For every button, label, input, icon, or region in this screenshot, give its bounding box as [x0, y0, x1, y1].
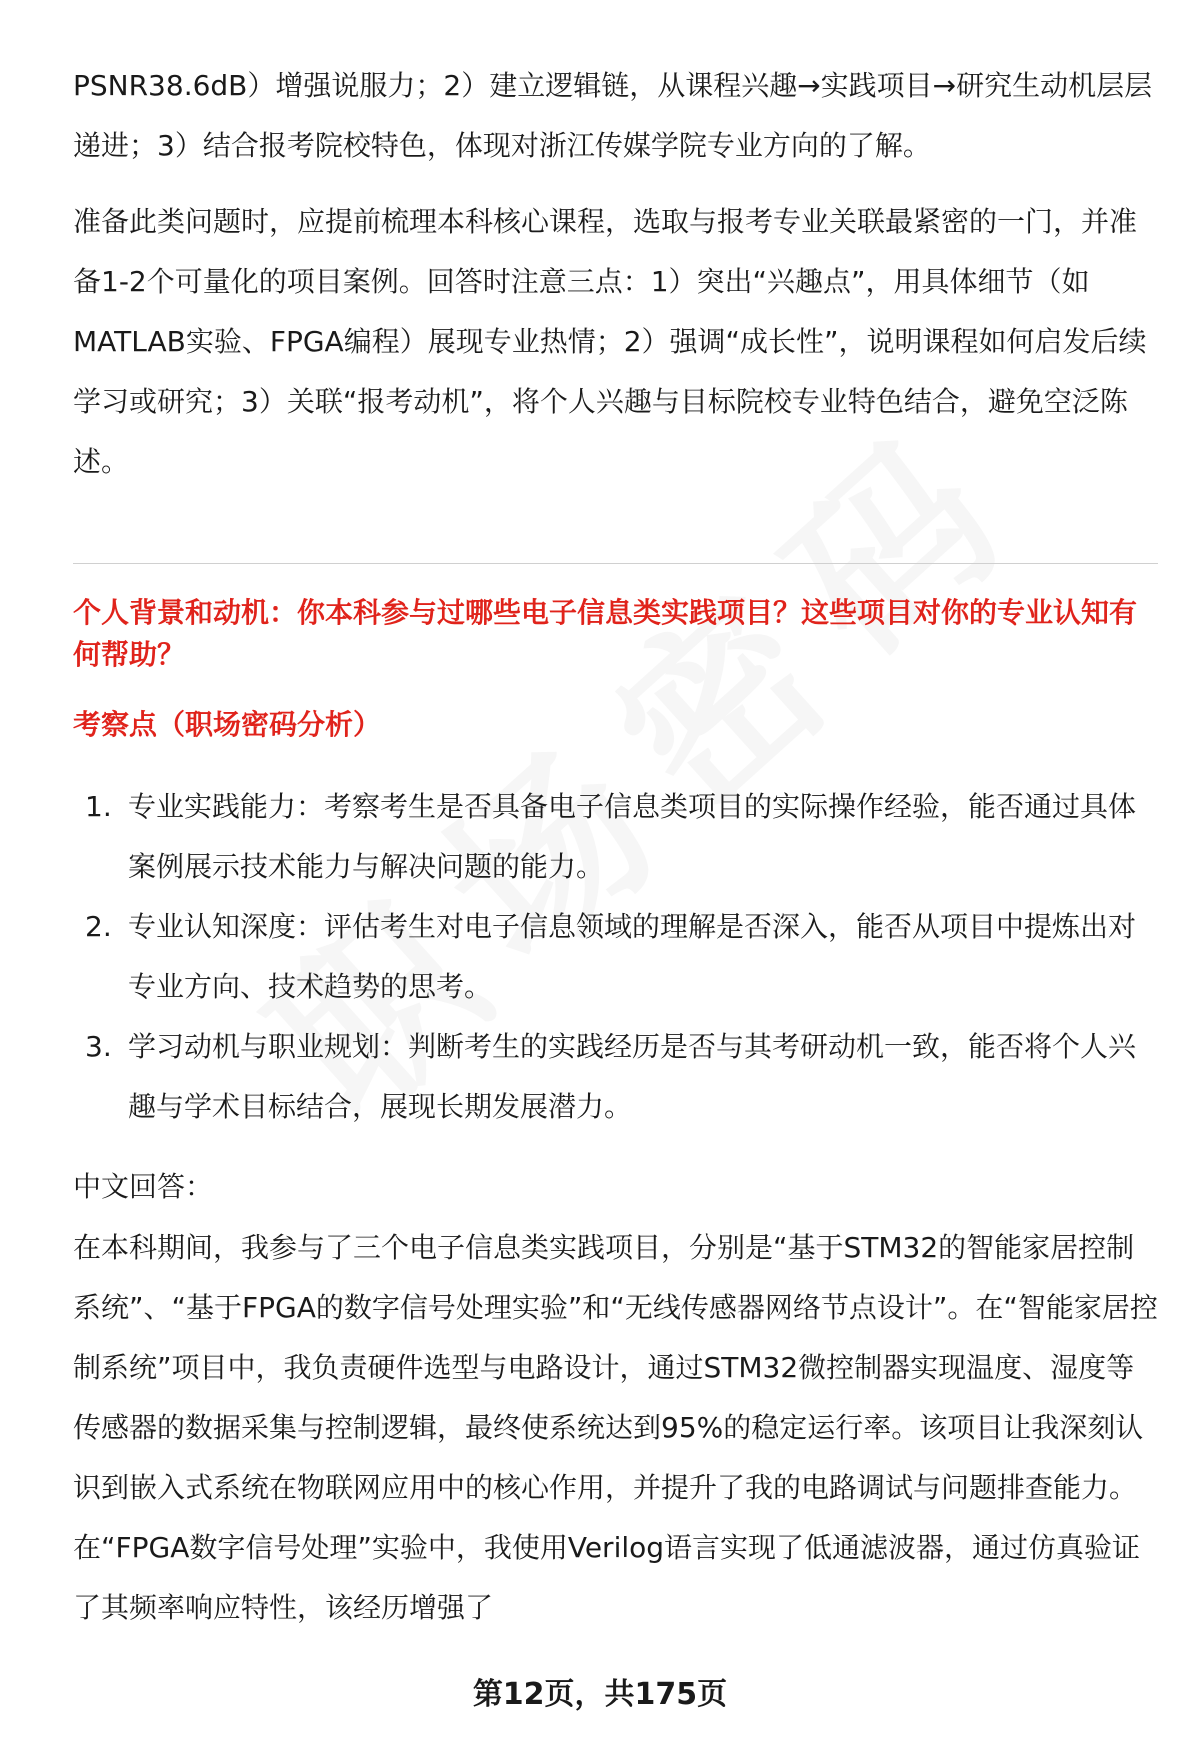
list-item [73, 897, 1158, 1017]
intro-tail-paragraph: PSNR38.6dB）增强说服力；2）建立逻辑链，从课程兴趣→实践项目→研究生动机层层递进；3）结合报考院校特色，体现对浙江传媒学院专业方向的了解。 [73, 69, 1153, 162]
analysis-points-list [73, 777, 1158, 1137]
list-item [73, 1017, 1158, 1137]
section-divider [73, 563, 1158, 564]
list-item-text: 专业认知深度：评估考生对电子信息领域的理解是否深入，能否从项目中提炼出对专业方向、技术趋势的思考。 [128, 910, 1137, 1003]
list-item-text: 学习动机与职业规划：判断考生的实践经历是否与其考研动机一致，能否将个人兴趣与学术目标结合，展现长期发展潜力。 [128, 1030, 1137, 1123]
analysis-section-title: 考察点（职场密码分析） [73, 708, 382, 741]
list-item-number: 2. [85, 910, 112, 943]
page-footer: 第12页，共175页 [472, 1677, 728, 1712]
question-heading: 个人背景和动机：你本科参与过哪些电子信息类实践项目？这些项目对你的专业认知有何帮助？ [73, 596, 1138, 671]
list-item-number: 1. [85, 790, 112, 823]
list-item-number: 3. [85, 1030, 112, 1063]
answer-paragraph: 在本科期间，我参与了三个电子信息类实践项目，分别是“基于STM32的智能家居控制系统”、“基于FPGA的数字信号处理实验”和“无线传感器网络节点设计”。在“智能家居控制系统”项目中，我负责硬件选型与电路设计，通过STM32微控制器实现温度、湿度等传感器的数据采集与控制逻辑，最终使系统达到95%的稳定运行率。该项目让我深刻认识到嵌入式系统在物联网应用中的核心作用，并提升了我的电路调试与问题排查能力。在“FPGA数字信号处理”实验中，我使用Verilog语言实现了低通滤波器，通过仿真验证了其频率响应特性，该经历增强了 [73, 1231, 1158, 1624]
list-item [73, 777, 1158, 897]
answer-label: 中文回答： [73, 1170, 214, 1203]
prep-advice-paragraph: 准备此类问题时，应提前梳理本科核心课程，选取与报考专业关联最紧密的一门，并准备1-2个可量化的项目案例。回答时注意三点：1）突出“兴趣点”，用具体细节（如MATLAB实验、FPGA编程）展现专业热情；2）强调“成长性”，说明课程如何启发后续学习或研究；3）关联“报考动机”，将个人兴趣与目标院校专业特色结合，避免空泛陈述。 [73, 205, 1147, 478]
list-item-text: 专业实践能力：考察考生是否具备电子信息类项目的实际操作经验，能否通过具体案例展示技术能力与解决问题的能力。 [128, 790, 1137, 883]
